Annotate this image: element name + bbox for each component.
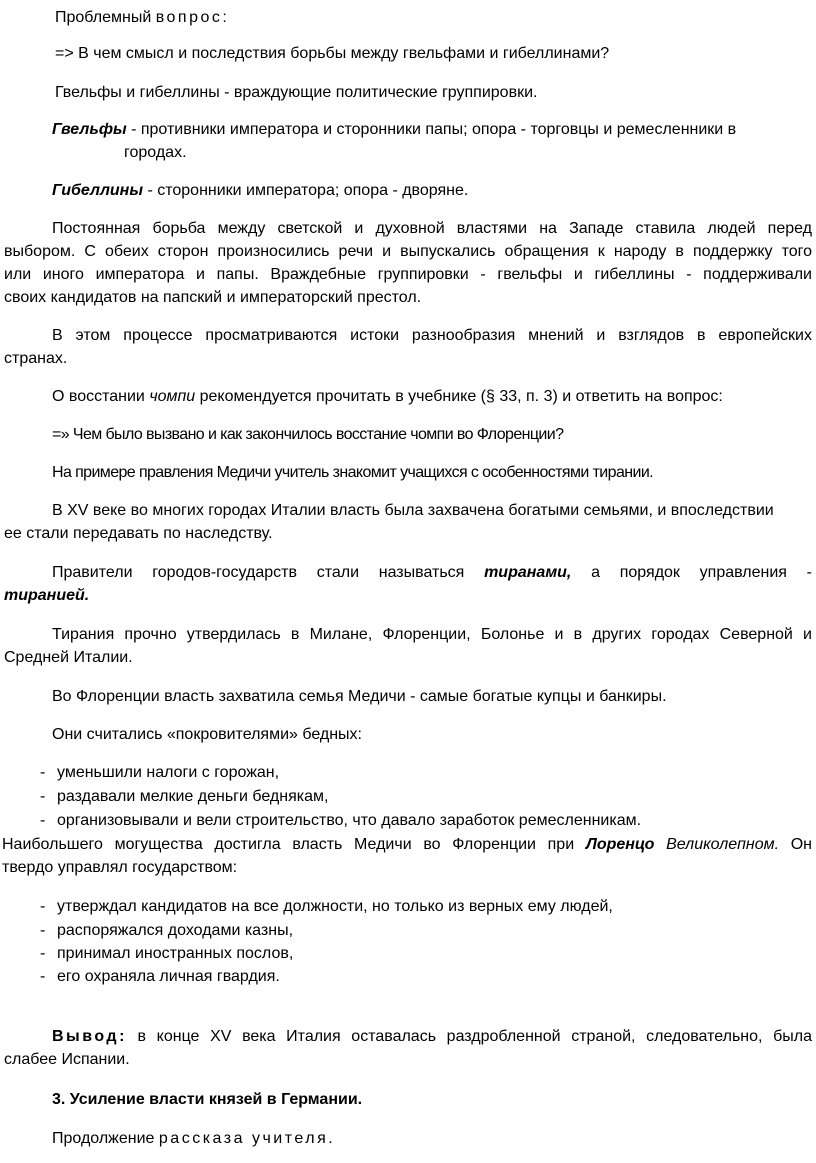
document-page: Проблемный вопрос: => В чем смысл и последствия борьбы между гвельфами и гибеллинами? Гвельфы и гибеллины - враждующие политические группировки. Гвельфы - противники императора и сторонники папы; опора - торговцы и ремесленники в городах. Гибеллины - сторонники императора; опора - дворяне. Постоянная борьба между светской и духовной властями на Западе ставила людей перед выбором. С обеих сторон произносились речи и выпускались обращения к народу в поддержку того или иного императора и папы. Враждебные группировки - гвельфы и гибеллины - поддерживали своих кандидатов на папский и императорский престол. В этом процессе просматриваются истоки разнообразия мнений и взглядов в европейских странах. О восстании чомпи рекомендуется прочитать в учебнике (§ 33, п. 3) и ответить на вопрос: =» Чем было вызвано и как закончилось восстание чомпи во Флоренции? На примере правления Медичи учитель знакомит учащихся с особенностями тирании. В XV веке во многих городах Италии власть была захвачена богатыми семьями, и впоследствии ее стали передавать по наследству. Правители городов-государств стали называться тиранами, а порядок управления - тиранией. Тирания прочно утвердилась в Милане, Флоренции, Болонье и в других городах Северной и Средней Италии. Во Флоренции власть захватила семья Медичи - самые богатые купцы и банкиры. Они считались «покровителями» бедных: - уменьшили налоги с горожан, - раздавали мелкие деньги беднякам, - организовывали и вели строительство, что давало заработок ремесленникам. Наибольшего могущества достигла власть Медичи во Флоренции при Лоренцо Великолепном. Он твердо управлял государством: - утверждал кандидатов на все должности, но только из верных ему людей, - распоряжался доходами казны, - принимал иностранных послов, - его охраняла личная гвардия. Вывод: в конце XV века Италия оставалась раздробленной страной, следовательно, была слабее Испании. 3. Усиление власти князей в Германии. Продолжение рассказа учителя. [0, 0, 816, 1163]
problem-question: => В чем смысл и последствия борьбы между гвельфами и гибеллинами? [55, 45, 610, 62]
guelphs-definition-cont: городах. [124, 144, 187, 161]
ciompi-term: чомпи [149, 388, 196, 405]
ghibellines-term: Гибеллины [52, 182, 143, 199]
patrons-line: Они считались «покровителями» бедных: [52, 726, 362, 743]
list-item: - принимал иностранных послов, [40, 945, 294, 962]
list-item: - раздавали мелкие деньги беднякам, [40, 788, 329, 805]
medici-intro: На примере правления Медичи учитель знакомит учащихся с особенностями тирании. [52, 464, 653, 481]
list-item: - организовывали и вели строительство, что давало заработок ремесленникам. [40, 812, 642, 829]
list-item: - его охраняла личная гвардия. [40, 968, 280, 985]
intro-line: Гвельфы и гибеллины - враждующие политические группировки. [55, 84, 538, 101]
list-item: - уменьшили налоги с горожан, [40, 764, 280, 781]
tyranny-term: тиранией. [4, 587, 90, 604]
section-3-title: 3. Усиление власти князей в Германии. [52, 1091, 363, 1108]
guelphs-definition: Гвельфы - противники императора и сторонники папы; опора - торговцы и ремесленники в [52, 121, 737, 138]
conclusion-label: Вывод: [52, 1028, 127, 1045]
ciompi-line: О восстании чомпи рекомендуется прочитать в учебнике (§ 33, п. 3) и ответить на вопрос: [52, 388, 723, 405]
lorenzo-name: Лоренцо [585, 836, 655, 853]
list-item: - утверждал кандидатов на все должности, но только из верных ему людей, [40, 898, 613, 915]
list-item: - распоряжался доходами казны, [40, 922, 294, 939]
florence-line: Во Флоренции власть захватила семья Медичи - самые богатые купцы и банкиры. [52, 688, 667, 705]
guelphs-term: Гвельфы [52, 121, 127, 138]
tyrants-term: тиранами, [484, 564, 572, 581]
ciompi-question: =» Чем было вызвано и как закончилось восстание чомпи во Флоренции? [52, 426, 564, 443]
problem-heading: Проблемный вопрос: [55, 9, 230, 26]
continuation-line: Продолжение рассказа учителя. [52, 1130, 336, 1147]
ghibellines-definition: Гибеллины - сторонники императора; опора - дворяне. [52, 182, 469, 199]
lorenzo-epithet: Великолепном. [666, 836, 780, 853]
